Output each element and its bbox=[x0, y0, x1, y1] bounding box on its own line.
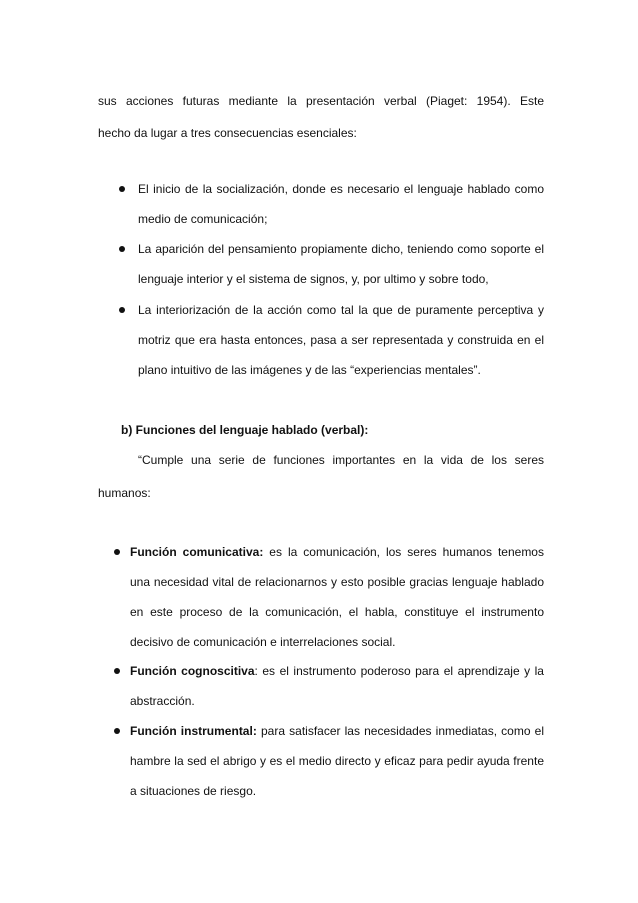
list-item bbox=[130, 656, 544, 716]
quote-line-1: “Cumple una serie de funciones importantes en la vida de los seres bbox=[138, 453, 544, 467]
quote-line-2: humanos: bbox=[98, 486, 151, 500]
section-heading: b) Funciones del lenguaje hablado (verbal): bbox=[121, 423, 369, 437]
bullet-icon bbox=[114, 668, 120, 674]
bullet-icon bbox=[114, 549, 120, 555]
list-item: La interiorización de la acción como tal la que de puramente perceptiva y motriz que era hasta entonces, pasa a ser representada y construida en el plano intuitivo de las imágenes y de las “experiencias mentales”. bbox=[138, 303, 544, 377]
function-text: : es el instrumento poderoso para el aprendizaje y la abstracción. bbox=[130, 664, 544, 708]
list-item: El inicio de la socialización, donde es necesario el lenguaje hablado como medio de comunicación; bbox=[138, 182, 544, 226]
list-item bbox=[130, 537, 544, 657]
function-term: Función instrumental: bbox=[130, 724, 257, 738]
intro-line-2: hecho da lugar a tres consecuencias esenciales: bbox=[98, 126, 357, 140]
function-text: para satisfacer las necesidades inmediatas, como el hambre la sed el abrigo y es el medio directo y eficaz para pedir ayuda frente a situaciones de riesgo. bbox=[130, 724, 545, 798]
function-term: Función comunicativa: bbox=[130, 545, 264, 559]
bullet-icon bbox=[119, 186, 125, 192]
list-item bbox=[130, 716, 544, 806]
bullet-icon bbox=[119, 246, 125, 252]
list-item: La aparición del pensamiento propiamente dicho, teniendo como soporte el lenguaje interior y el sistema de signos, y, por ultimo y sobre todo, bbox=[138, 242, 544, 286]
function-term: Función cognoscitiva bbox=[130, 664, 255, 678]
function-text: es la comunicación, los seres humanos tenemos una necesidad vital de relacionarnos y esto posible gracias lenguaje hablado en este proceso de la comunicación, el habla, constituye el instrumento decisivo de comunicación e interrelaciones social. bbox=[130, 545, 544, 649]
bullet-icon bbox=[119, 307, 125, 313]
intro-line-1: sus acciones futuras mediante la presentación verbal (Piaget: 1954). Este bbox=[98, 94, 544, 108]
bullet-icon bbox=[114, 728, 120, 734]
